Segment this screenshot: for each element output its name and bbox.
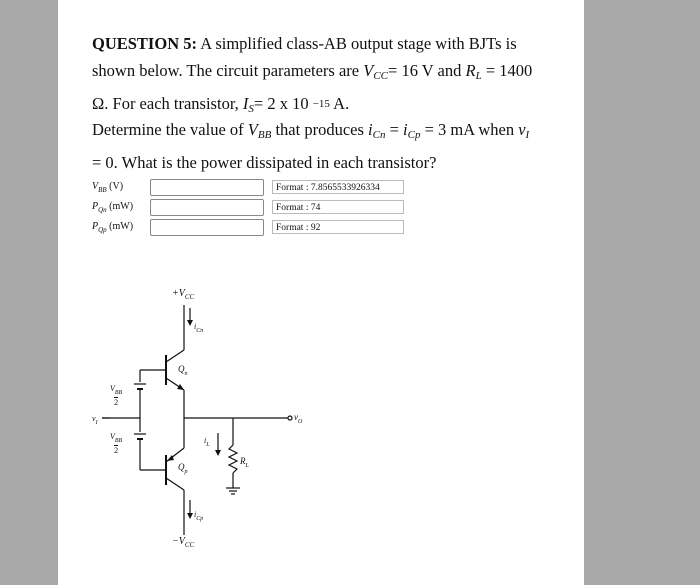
il-arrow-head: [215, 450, 221, 456]
pqn-format-hint: Format : 74: [272, 200, 404, 214]
rl-subscript: L: [475, 70, 482, 82]
answer-label-vbb: $V_{BB}$ (V): [92, 180, 124, 194]
vo-label: $v_O$: [294, 412, 303, 425]
vi-symbol: v: [518, 120, 526, 139]
is-symbol: I: [242, 94, 249, 113]
rl-value: = 1400: [481, 61, 533, 80]
icn-label: $i_{Cn}$: [194, 322, 204, 334]
is-exponent: −15: [312, 98, 330, 110]
vcc-top-label: $+V_{CC}$: [172, 288, 195, 301]
icn-symbol: i: [368, 120, 373, 139]
vcc-subscript: CC: [373, 70, 389, 82]
icp-symbol: i: [403, 120, 408, 139]
rl-symbol: R: [465, 61, 476, 80]
vbb-half-top-label: $V_{BB}$ 2: [110, 384, 123, 407]
qn-emitter-arrow: [177, 384, 184, 390]
qn-label: $Q_n$: [178, 364, 188, 377]
question-page: [58, 0, 584, 585]
task-text-d: = 3 mA when: [420, 120, 519, 139]
vbb-symbol: V: [247, 120, 258, 139]
qp-label: $Q_p$: [178, 462, 188, 475]
question-text-line2: shown below. The circuit parameters are: [92, 61, 364, 80]
class-ab-circuit-diagram: [58, 0, 584, 585]
rl-resistor: [229, 445, 237, 473]
vbb-subscript: BB: [257, 129, 272, 141]
rl-label: $R_L$: [240, 456, 249, 469]
vcc-symbol: V: [363, 61, 374, 80]
qp-collector: [166, 478, 184, 490]
vbb-format-hint: Format : 7.8565533926334: [272, 180, 404, 194]
output-terminal: [288, 416, 292, 420]
icp-arrow-head: [187, 513, 193, 519]
is-unit: A.: [329, 94, 350, 113]
task-text-a: Determine the value of: [92, 120, 248, 139]
icp-subscript: Cp: [407, 129, 421, 141]
vbb-half-bottom-label: $V_{BB}$ 2: [110, 432, 123, 455]
task-text-c: =: [385, 120, 404, 139]
is-subscript: S: [248, 103, 254, 115]
vcc-bottom-label: $-V_{CC}$: [172, 536, 195, 549]
task-text-b: that produces: [271, 120, 369, 139]
vi-label: $v_I$: [92, 414, 98, 426]
question-heading: QUESTION 5:: [92, 34, 197, 53]
answer-label-pqp: $P_{Qp}$ (mW): [92, 220, 134, 234]
pqp-format-hint: Format : 92: [272, 220, 404, 234]
vcc-value: = 16 V and: [388, 61, 466, 80]
is-value: = 2 x 10: [253, 94, 313, 113]
question-text-line3: Ω. For each transistor,: [92, 94, 243, 113]
il-label: $i_L$: [204, 436, 210, 448]
icn-subscript: Cn: [372, 129, 386, 141]
answer-label-pqn: $P_{Qn}$ (mW): [92, 200, 134, 214]
qn-collector: [166, 350, 184, 362]
icp-label: $i_{Cp}$: [194, 510, 204, 522]
vi-subscript: I: [525, 129, 530, 141]
task-text-e: = 0. What is the power dissipated in each transistor?: [92, 153, 437, 172]
question-text-line1: A simplified class-AB output stage with BJTs is: [196, 34, 517, 53]
icn-arrow-head: [187, 320, 193, 326]
